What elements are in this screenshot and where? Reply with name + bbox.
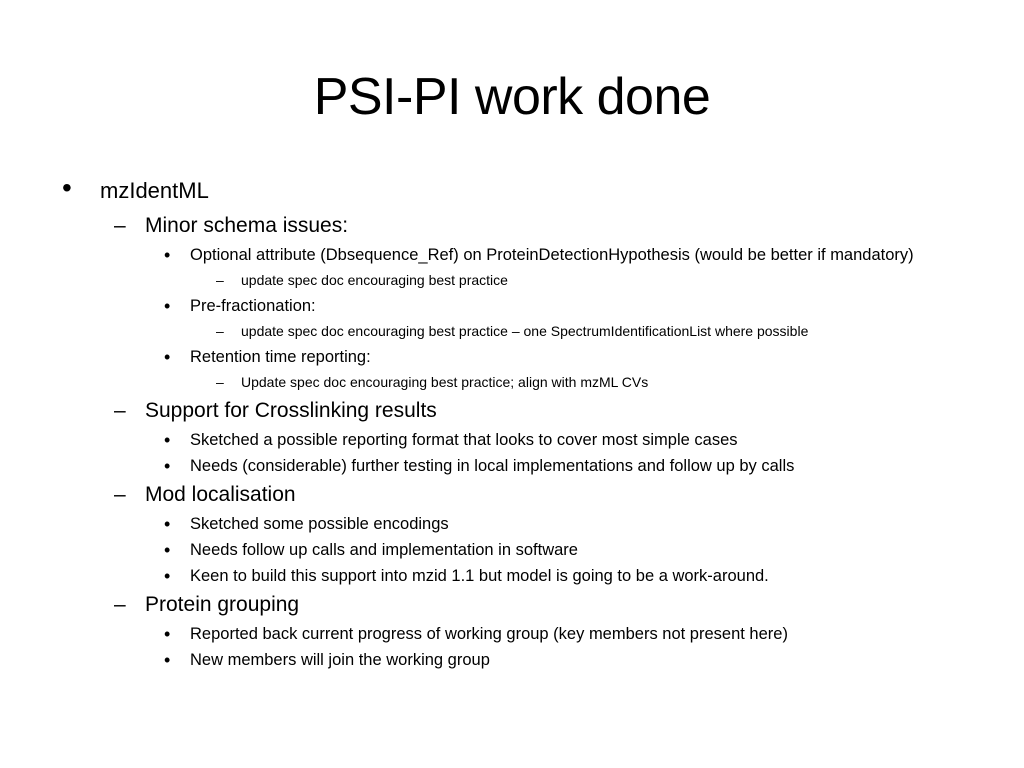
- list-item: [60, 346, 980, 368]
- bullet-marker: •: [164, 650, 171, 670]
- list-item-text: Optional attribute (Dbsequence_Ref) on ProteinDetectionHypothesis (would be better if mandatory): [190, 246, 914, 264]
- bullet-marker: –: [216, 272, 224, 288]
- bullet-marker: –: [216, 374, 224, 390]
- bullet-marker: •: [164, 514, 171, 534]
- list-item: [60, 397, 980, 425]
- list-item: [60, 295, 980, 317]
- list-item-text: Mod localisation: [145, 483, 296, 506]
- list-item: [60, 513, 980, 535]
- list-item: [60, 623, 980, 645]
- list-item-text: Update spec doc encouraging best practice; align with mzML CVs: [241, 374, 649, 390]
- list-item: [60, 321, 980, 341]
- bullet-marker: •: [164, 430, 171, 450]
- bullet-marker: –: [114, 214, 126, 237]
- bullet-marker: •: [164, 566, 171, 586]
- list-item-text: Retention time reporting:: [190, 348, 371, 366]
- list-item: [60, 481, 980, 509]
- list-item: [60, 591, 980, 619]
- list-item-text: Pre-fractionation:: [190, 297, 316, 315]
- list-item-text: New members will join the working group: [190, 651, 490, 669]
- list-item: [60, 455, 980, 477]
- list-item-text: update spec doc encouraging best practice – one SpectrumIdentificationList where possible: [241, 323, 809, 339]
- list-item-text: Support for Crosslinking results: [145, 399, 437, 422]
- bullet-marker: •: [164, 456, 171, 476]
- bullet-marker: –: [114, 593, 126, 616]
- bullet-marker: –: [114, 399, 126, 422]
- bullet-marker: •: [164, 245, 171, 265]
- bullet-marker: –: [216, 323, 224, 339]
- list-item-text: Needs follow up calls and implementation in software: [190, 541, 578, 559]
- list-item-text: mzIdentML: [100, 178, 209, 203]
- list-item-text: Needs (considerable) further testing in local implementations and follow up by calls: [190, 457, 795, 475]
- list-item-text: Keen to build this support into mzid 1.1 but model is going to be a work-around.: [190, 567, 769, 585]
- list-item: [60, 539, 980, 561]
- list-item-text: update spec doc encouraging best practice: [241, 272, 508, 288]
- list-item: [60, 270, 980, 290]
- list-item-text: Reported back current progress of working group (key members not present here): [190, 625, 788, 643]
- slide-title: PSI-PI work done: [313, 68, 711, 126]
- list-item: [60, 212, 980, 240]
- bullet-marker: •: [164, 347, 171, 367]
- list-item-text: Minor schema issues:: [145, 214, 349, 237]
- list-item: [60, 429, 980, 451]
- bullet-marker: •: [164, 624, 171, 644]
- list-item: [60, 372, 980, 392]
- list-item-text: Protein grouping: [145, 593, 300, 616]
- bullet-marker: –: [114, 483, 126, 506]
- list-item: [60, 244, 980, 266]
- bullet-marker: •: [62, 172, 72, 203]
- list-item: [60, 649, 980, 671]
- list-item: [60, 172, 980, 206]
- list-item-text: Sketched a possible reporting format that looks to cover most simple cases: [190, 431, 738, 449]
- bullet-marker: •: [164, 540, 171, 560]
- list-item: [60, 565, 980, 587]
- bullet-marker: •: [164, 296, 171, 316]
- list-item-text: Sketched some possible encodings: [190, 515, 449, 533]
- bullet-list: [60, 172, 980, 675]
